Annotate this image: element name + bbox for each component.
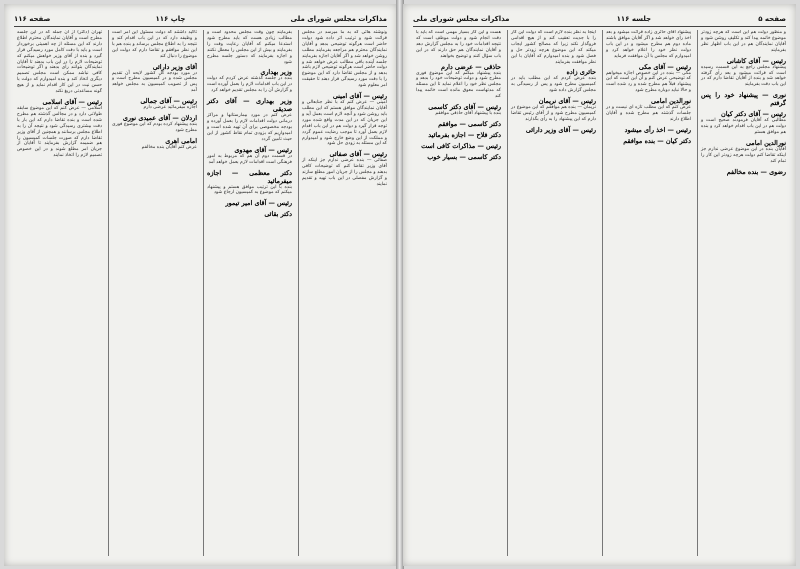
transcript-paragraph: مطالبی که آقایان فرمودند صحیح است و دولت هم در این باب اقدام خواهد کرد و بنده هم موافق هستم [701, 118, 786, 136]
right-page-column-1 [697, 30, 786, 556]
transcript-paragraph: نریمان — بنده هم موافقم که این موضوع در کمیسیون مطرح شود و از آقای رئیس تقاضا دارم که این پیشنهاد را به رأی بگذارند [511, 105, 596, 122]
speaker-label: رئیس — آقای امینی [332, 92, 387, 101]
transcript-paragraph: تهران (دکتر) از آن جمله که در این جلسه مطرح است و آقایان نمایندگان محترم اطلاع دارند که این مسئله از چه اهمیتی برخوردار است و باید با دقت کامل مورد رسیدگی قرار گیرد و بنده از آقای وزیر خواهش میکنم که توضیحات لازم را در این باب بدهند تا آقایان نمایندگان بتوانند رأی بدهند و اگر توضیحات کافی نباشد ممکن است مجلس تصمیم دیگری اتخاذ کند و بنده امیدوارم که دولت با حسن نیت در این کار اقدام نماید و از هیچ گونه مساعدتی دریغ نکند [17, 30, 102, 95]
speaker-label: نورالدین امامی [650, 97, 691, 106]
transcript-paragraph: بنده پیشنهاد میکنم که این موضوع فوری مطرح شود و دولت توضیحات خود را بدهد و مجلس نظر خود را اعلام نماید تا این مسئله که مدتهاست معوق مانده است خاتمه پیدا کند [416, 70, 501, 100]
transcript-paragraph: در مورد بودجه کل کشور لایحه آن تقدیم مجلس شده و در کمیسیون مطرح است و پس از تصویب کمیسیون به مجلس خواهد آمد [112, 70, 197, 94]
speaker-label: دکتر بقائی [264, 210, 292, 219]
speaker-label: رئیس — آقای امیر تیمور [225, 199, 292, 208]
transcript-paragraph: اینجا به نظر بنده لازم است که دولت این کار را با جدیت تعقیب کند و از هیچ اقدامی فروگذار نکند زیرا که مصالح کشور ایجاب میکند که این موضوع هرچه زودتر حل و فصل شود و بنده امیدوارم که آقایان با این نظر موافقت بفرمایند [511, 30, 596, 65]
speaker-label: رئیس — آقای صفائی [329, 150, 387, 159]
right-page-columns [413, 30, 786, 556]
speaker-label: وزیر بهداری — آقای دکتر صدیقی [207, 97, 292, 114]
transcript-paragraph: بفرمایند چون وقت مجلس محدود است و مطالب زیادی هست که باید مطرح شود استدعا میکنم که آقایان رعایت وقت را بفرمایند و بیش از این مجلس را معطل نکنند و اجازه بفرمایند که دستور جلسه مطرح شود [207, 30, 292, 65]
transcript-paragraph: عرض کنم در مورد بیمارستانها و مراکز درمانی دولت اقدامات لازم را بعمل آورده و بودجه مخصوصی برای آن تهیه شده است و امیدواریم که بزودی تمام نقاط کشور از این حیث تأمین گردد [207, 113, 292, 142]
transcript-paragraph: هست و این کار بسیار مهمی است که باید با دقت انجام شود و دولت موظف است که نتیجه اقدامات خود را به مجلس گزارش دهد و آقایان نمایندگان هم حق دارند که در این باب سؤال کنند و توضیح بخواهند [416, 30, 501, 59]
right-page-header [413, 12, 786, 27]
left-header-left: صفحه ۱۱۶ [14, 15, 51, 23]
transcript-paragraph: صفائی — بنده عرضی ندارم جز اینکه از آقای وزیر تقاضا کنم که توضیحات کافی بدهند و مجلس را از جریان امور مطلع سازند و گزارش مفصلی در این باب تهیه و تقدیم نمایند [302, 158, 387, 187]
transcript-paragraph: بنده با این ترتیب موافق هستم و پیشنهاد میکنم که موضوع به کمیسیون ارجاع شود [207, 184, 292, 196]
transcript-paragraph: بنده در جلسه گذشته عرض کردم که دولت در این باب اقدامات لازم را بعمل آورده است و گزارش آن را به مجلس تقدیم خواهد کرد [207, 76, 292, 94]
speaker-label: رضوی — بنده مخالفم [726, 167, 786, 176]
speaker-label: اردلان — آقای عمیدی نوری [122, 114, 197, 123]
right-page-column-4 [413, 30, 501, 556]
transcript-paragraph: اجازه میفرمائید عرضی دارم [143, 105, 197, 111]
left-page [4, 4, 397, 566]
transcript-paragraph: و منظور دولت هم این است که هرچه زودتر موضوع خاتمه پیدا کند و تکلیف روشن شود و آقایان نمایندگان هم در این باب اظهار نظر بفرمایند [701, 30, 786, 53]
transcript-paragraph: امینی — عرض کنم که با نظر جنابعالی و آقایان نمایندگان موافق هستم که این مطلب باید روشن شود و آنچه لازم است بعمل آید و این جریان که در این مدت واقع شده مورد توجه قرار گیرد و دولت هم در این باب اقدام لازم بعمل آورد تا موجب رضایت عموم گردد و مملکت از این وضع خارج شود و امیدوارم که این مسئله به زودی حل شود [302, 100, 387, 147]
speaker-label: دکتر فلاح — اجازه بفرمائید [428, 130, 501, 139]
transcript-paragraph: بنده پیشنهاد کرده بودم که این موضوع فوری مطرح شود [112, 122, 197, 133]
speaker-label: رئیس — مذاکرات کافی است [421, 141, 501, 150]
speaker-label: رئیس — آقای مهدوی [234, 145, 292, 154]
right-page-column-2 [602, 30, 691, 556]
left-page-column-2 [203, 30, 292, 556]
speaker-label: رئیس — آقای کاشانی [726, 56, 786, 65]
transcript-paragraph: در قسمت دوم آن هم که مربوط به امور فرهنگی است اقدامات لازم بعمل خواهد آمد [207, 153, 292, 165]
right-page [403, 4, 796, 566]
speaker-label: رئیس — آقای دکتر کاسمی [428, 103, 501, 112]
left-page-column-1 [298, 30, 387, 556]
transcript-paragraph: عرض کنم که این مطلب تازه ای نیست و در جلسات گذشته هم مطرح شده و آقایان اطلاع دارند [606, 105, 691, 122]
transcript-paragraph: تاکید داشتند که دولت مسئول این امر است و وظیفه دارد که در این باب اقدام کند و نتیجه را به اطلاع مجلس برساند و بنده هم با این نظر موافقم و تقاضا دارم که دولت این موضوع را دنبال کند [112, 30, 197, 59]
speaker-label: رئیس — آقای مکی [638, 62, 691, 71]
speaker-label: نوری — پیشنهاد خود را پس گرفتم [701, 91, 786, 108]
speaker-label: حائری زاده [566, 68, 596, 77]
transcript-paragraph: مکی — بنده در این خصوص اجازه میخواهم که توضیحی عرض کنم و آن این است که این پیشنهاد قبلاً هم مطرح شده و رد شده است و حالا نباید دوباره مطرح شود [606, 70, 691, 94]
speaker-label: آقای وزیر دارائی [152, 62, 197, 71]
transcript-paragraph: پیشنهاد آقای حائری زاده قرائت میشود و بعد اخذ رأی خواهد شد و اگر آقایان موافق باشند ماده دوم هم مطرح میشود و در این باب دولت نظر خود را اعلام خواهد کرد و امیدوارم که مجلس با آن موافقت فرماید [606, 30, 691, 59]
speaker-label: امامی اهری [165, 136, 197, 145]
transcript-paragraph: اسلامی — عرض کنم که این موضوع سابقه طولانی دارد و در مجالس گذشته هم مطرح شده است و بنده تقاضا دارم که این بار با دقت بیشتری رسیدگی شود و نتیجه آن را به اطلاع مجلس برسانند و همچنین از آقای وزیر تقاضا دارم که صورت جلسات کمیسیون را هم ضمیمه گزارش بفرمایند تا آقایان از جریان امر مطلع شوند و در این خصوص تصمیم لازم را اتخاذ نمایند [17, 105, 102, 159]
speaker-label: رئیس — آقای وزیر دارائی [525, 125, 596, 134]
left-page-column-3 [108, 30, 197, 556]
speaker-label: نورالدین امامی [745, 138, 786, 147]
speaker-label: رئیس — آقای نریمان [538, 97, 596, 106]
transcript-paragraph: عرض کنم آقایان بنده مخالفم [141, 144, 197, 150]
left-header-center: چاپ ۱۱۶ [155, 15, 186, 23]
speaker-label: دکتر کیان — بنده موافقم [623, 136, 691, 145]
left-header-right: مذاکرات مجلس شورای ملی [290, 15, 387, 23]
speaker-label: دکتر کاسمی — موافقم [438, 119, 501, 128]
speaker-label: وزیر بهداری [260, 68, 292, 77]
right-header-left: مذاکرات مجلس شورای ملی [413, 15, 510, 23]
left-page-header [14, 12, 387, 27]
speaker-label: دکتر معظمی — اجازه میفرمائید [207, 168, 292, 185]
transcript-paragraph: بنده با پیشنهاد آقای حاذقی موافقم [435, 111, 501, 117]
transcript-paragraph: آقایان بنده در این موضوع عرضی ندارم جز اینکه تقاضا کنم دولت هرچه زودتر این کار را تمام کند [701, 146, 786, 164]
speaker-label: حاذقی — عرضی دارم [441, 62, 501, 71]
transcript-paragraph: ونوشته هائی که به ما میرسد در مجلس قرائت شود و ترتیب اثر داده شود دولت حاضر است هرگونه توضیحی بدهد و آقایان نمایندگان محترم هم مراجعه بفرمایند مطلب روشن خواهد شد و اگر آقایان اجازه بفرمایند جلسه آینده باقی مطالب عرض خواهد شد و دولت حاضر است هرگونه توضیحی لازم باشد بدهد و از مجلس تقاضا دارد که این موضوع را با دقت مورد رسیدگی قرار دهند تا حقیقت امر معلوم شود [302, 30, 387, 89]
speaker-label: رئیس — اخذ رأی میشود [624, 125, 691, 134]
speaker-label: دکتر کاسمی — بسیار خوب [427, 152, 501, 161]
right-header-center: جلسه ۱۱۶ [616, 15, 652, 23]
left-page-columns [14, 30, 387, 556]
speaker-label: رئیس — آقای دکتر کیان [721, 110, 786, 119]
transcript-paragraph: پیشنهاد مجلس راجع به این قسمت رسیده است که قرائت میشود و بعد رأی گرفته خواهد شد و بنده از آقایان تقاضا دارم که در این باب دقت بفرمایند [701, 64, 786, 88]
transcript-paragraph: بنده عرض کردم که این مطلب باید در کمیسیون مطرح شود و پس از رسیدگی به مجلس گزارش داده شود [511, 76, 596, 94]
speaker-label: رئیس — آقای جمالی [140, 97, 197, 106]
right-header-right: صفحه ۵ [758, 15, 786, 23]
left-page-column-4 [14, 30, 102, 556]
right-page-column-3 [507, 30, 596, 556]
speaker-label: رئیس — آقای اسلامی [42, 97, 102, 106]
